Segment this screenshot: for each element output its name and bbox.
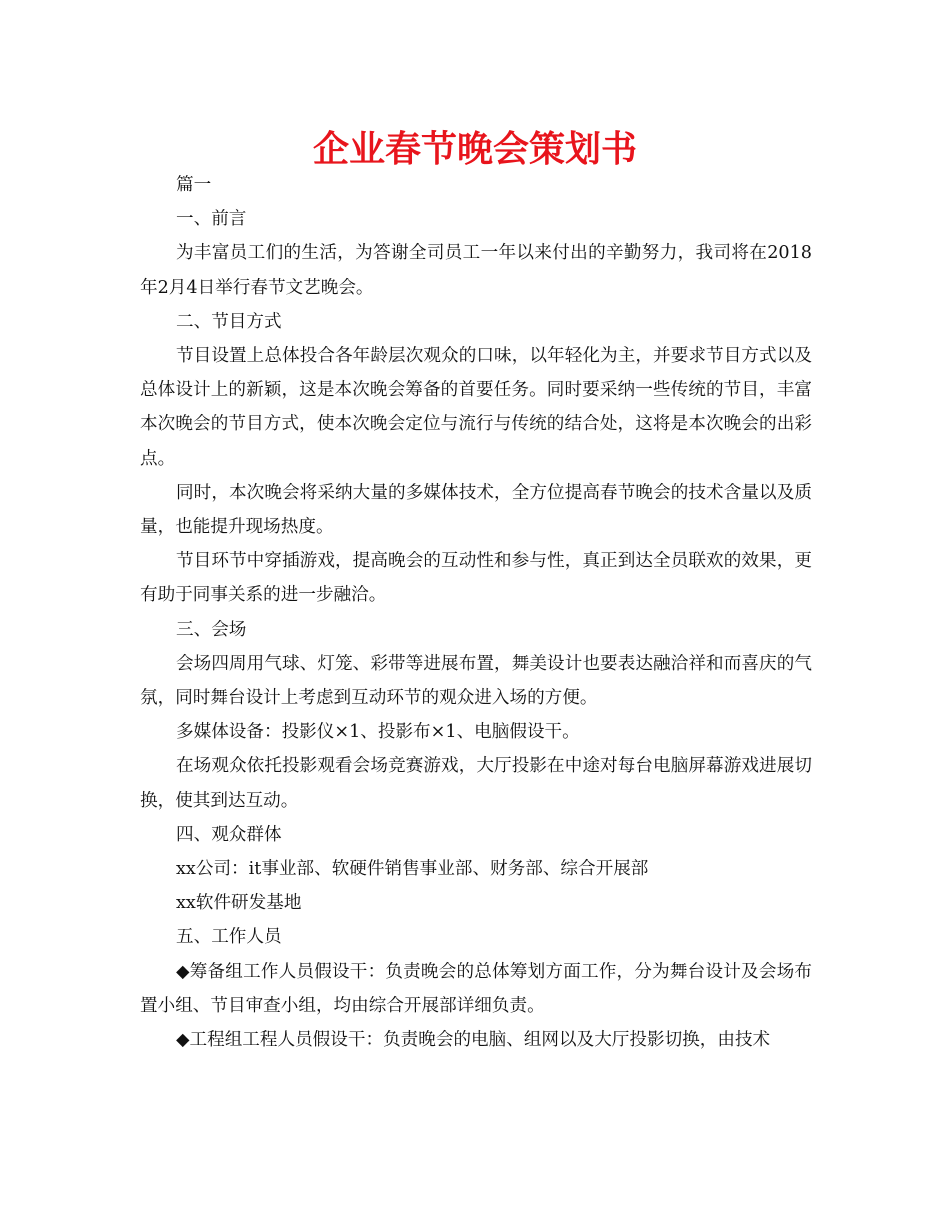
paragraph: 节目环节中穿插游戏，提高晚会的互动性和参与性，真正到达全员联欢的效果，更有助于同事关系的进一步融洽。 — [140, 551, 812, 606]
paragraph: 节目设置上总体投合各年龄层次观众的口味，以年轻化为主，并要求节目方式以及总体设计上的新颖，这是本次晚会筹备的首要任务。同时要采纳一些传统的节目，丰富本次晚会的节目方式，使本次晚会定位与流行与传统的结合处，这将是本次晚会的出彩点。 — [140, 346, 812, 469]
paragraph: ◆工程组工程人员假设干：负责晚会的电脑、组网以及大厅投影切换，由技术 — [176, 1030, 771, 1051]
paragraph: 四、观众群体 — [176, 824, 282, 845]
document-body — [140, 168, 812, 1057]
paragraph: 在场观众依托投影观看会场竞赛游戏，大厅投影在中途对每台电脑屏幕游戏进展切换，使其到达互动。 — [140, 756, 812, 811]
paragraph: 多媒体设备：投影仪×1、投影布×1、电脑假设干。 — [176, 722, 580, 743]
paragraph: 篇一 — [176, 175, 212, 195]
paragraph: 三、会场 — [176, 619, 247, 640]
paragraph: 二、节目方式 — [176, 311, 282, 332]
paragraph: ◆筹备组工作人员假设干：负责晚会的总体筹划方面工作，分为舞台设计及会场布置小组、节目审查小组，均由综合开展部详细负责。 — [140, 961, 812, 1016]
paragraph: 五、工作人员 — [176, 927, 282, 948]
paragraph: 会场四周用气球、灯笼、彩带等进展布置，舞美设计也要表达融洽祥和而喜庆的气氛，同时舞台设计上考虑到互动环节的观众进入场的方便。 — [140, 653, 812, 709]
document-title: 企业春节晚会策划书 — [312, 129, 637, 170]
paragraph: xx软件研发基地 — [176, 893, 302, 914]
paragraph: 一、前言 — [176, 209, 247, 230]
paragraph: 同时，本次晚会将采纳大量的多媒体技术，全方位提高春节晚会的技术含量以及质量，也能提升现场热度。 — [140, 482, 812, 538]
paragraph: 为丰富员工们的生活，为答谢全司员工一年以来付出的辛勤努力，我司将在2018年2月4日举行春节文艺晚会。 — [140, 243, 812, 298]
paragraph: xx公司：it事业部、软硬件销售事业部、财务部、综合开展部 — [176, 859, 649, 880]
